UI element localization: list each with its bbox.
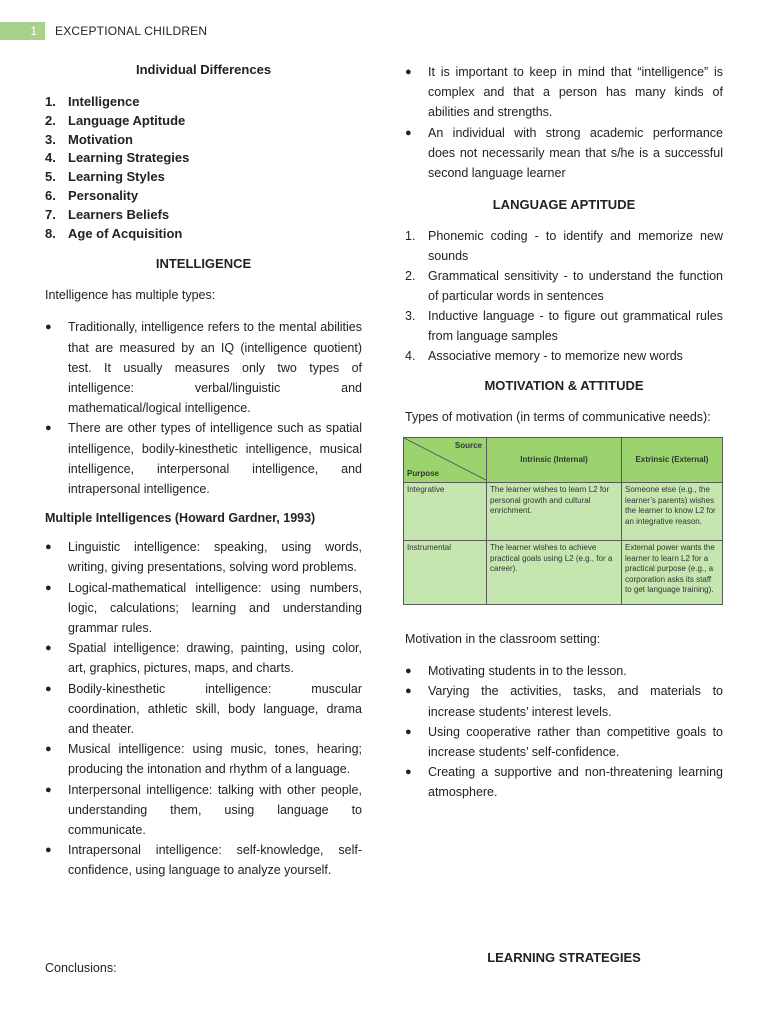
motivation-types-table (403, 437, 723, 605)
table-cell: The learner wishes to achieve practical goals using L2 (e.g., for a career). (487, 541, 622, 605)
list-item: 1. Intelligence (45, 94, 140, 109)
left-column (45, 62, 362, 881)
row-label: Integrative (404, 483, 487, 541)
purpose-label: Purpose (407, 468, 440, 478)
classroom-motivation-intro: Motivation in the classroom setting: (405, 632, 601, 647)
conclusions-label: Conclusions: (45, 961, 117, 975)
right-column (405, 62, 723, 803)
intelligence-notes-bullets (405, 62, 723, 183)
intrinsic-column-header: Intrinsic (Internal) (487, 438, 622, 483)
list-item: 3. Motivation (45, 131, 133, 147)
intelligence-heading: INTELLIGENCE (155, 256, 252, 272)
list-item: ● Logical-mathematical intelligence: using numbers, logic, calculations; learning and understanding grammar rules. (45, 580, 362, 636)
list-item: ● Interpersonal intelligence: talking with other people, understanding them, using language to communicate. (45, 782, 362, 838)
table-corner-header (404, 438, 487, 483)
list-item: ● Motivating students in to the lesson. (405, 664, 627, 679)
motivation-heading: MOTIVATION & ATTITUDE (484, 378, 644, 394)
multiple-intelligences-bullets (45, 537, 362, 880)
multiple-intelligences-heading: Multiple Intelligences (Howard Gardner, 1993) (45, 511, 316, 526)
list-item: 5. Learning Styles (45, 169, 165, 185)
motivation-types-intro: Types of motivation (in terms of communicative needs): (405, 410, 711, 425)
list-item: ● Spatial intelligence: drawing, painting, using color, art, graphics, pictures, maps, and charts. (45, 641, 362, 676)
row-label: Instrumental (404, 541, 487, 605)
table-cell: External power wants the learner to learn L2 for a practical purpose (e.g., a corporation asks its staff to get language training). (622, 541, 723, 605)
list-item: 4. Associative memory - to memorize new words (405, 349, 683, 364)
table-row (404, 483, 723, 541)
page-number-badge: 1 (0, 22, 45, 40)
list-item: ● Intrapersonal intelligence: self-knowledge, self-confidence, using language to analyze yourself. (45, 843, 362, 878)
list-item: ● Using cooperative rather than competitive goals to increase students’ self-confidence. (405, 724, 723, 760)
learning-strategies-heading: LEARNING STRATEGIES (487, 950, 641, 965)
list-item: ● Bodily-kinesthetic intelligence: muscular coordination, athletic skill, body language, drama and theater. (45, 681, 362, 737)
table-cell: The learner wishes to learn L2 for personal growth and cultural enrichment. (487, 483, 622, 541)
list-item: 4. Learning Strategies (45, 150, 190, 166)
individual-differences-heading: Individual Differences (135, 62, 272, 77)
list-item: ● Musical intelligence: using music, tones, hearing; producing the intonation and rhythm of a language. (45, 742, 362, 777)
extrinsic-column-header: Extrinsic (External) (622, 438, 723, 483)
individual-differences-list (45, 93, 362, 243)
language-aptitude-list (405, 226, 723, 366)
list-item: 3. Inductive language - to figure out grammatical rules from language samples (405, 309, 723, 344)
language-aptitude-heading: LANGUAGE APTITUDE (492, 197, 636, 213)
list-item: 1. Phonemic coding - to identify and memorize new sounds (405, 229, 723, 264)
list-item: ● It is important to keep in mind that “intelligence” is complex and that a person has many kinds of abilities and strengths. (405, 65, 723, 120)
list-item: ● Linguistic intelligence: speaking, using words, writing, giving presentations, solving word problems. (45, 540, 362, 575)
list-item: ● Creating a supportive and non-threatening learning atmosphere. (405, 765, 723, 800)
running-header: EXCEPTIONAL CHILDREN (55, 24, 208, 38)
list-item: 8. Age of Acquisition (45, 225, 183, 241)
list-item: ● Traditionally, intelligence refers to the mental abilities that are measured by an IQ (intelligence quotient) test. It usually measures only two types of intelligence: verbal/linguistic and mathematical/logical intelligence. (45, 320, 362, 416)
table-row (404, 541, 723, 605)
list-item: 7. Learners Beliefs (45, 206, 170, 222)
classroom-motivation-bullets (405, 661, 723, 802)
list-item: 6. Personality (45, 187, 139, 203)
list-item: ● There are other types of intelligence such as spatial intelligence, bodily-kinesthetic intelligence, musical intelligence, interpersonal intelligence, and intrapersonal intelligence. (45, 421, 362, 496)
list-item: ● Varying the activities, tasks, and materials to increase students’ interest levels. (405, 684, 723, 719)
intelligence-intro: Intelligence has multiple types: (45, 288, 216, 303)
source-label: Source (454, 441, 482, 451)
list-item: 2. Language Aptitude (45, 112, 186, 128)
list-item: 2. Grammatical sensitivity - to understand the function of particular words in sentences (405, 269, 723, 304)
list-item: ● An individual with strong academic performance does not necessarily mean that s/he is a successful second language learner (405, 125, 723, 181)
intelligence-bullets (45, 317, 362, 499)
table-cell: Someone else (e.g., the learner’s parents) wishes the learner to know L2 for an integrative reason. (622, 483, 723, 541)
